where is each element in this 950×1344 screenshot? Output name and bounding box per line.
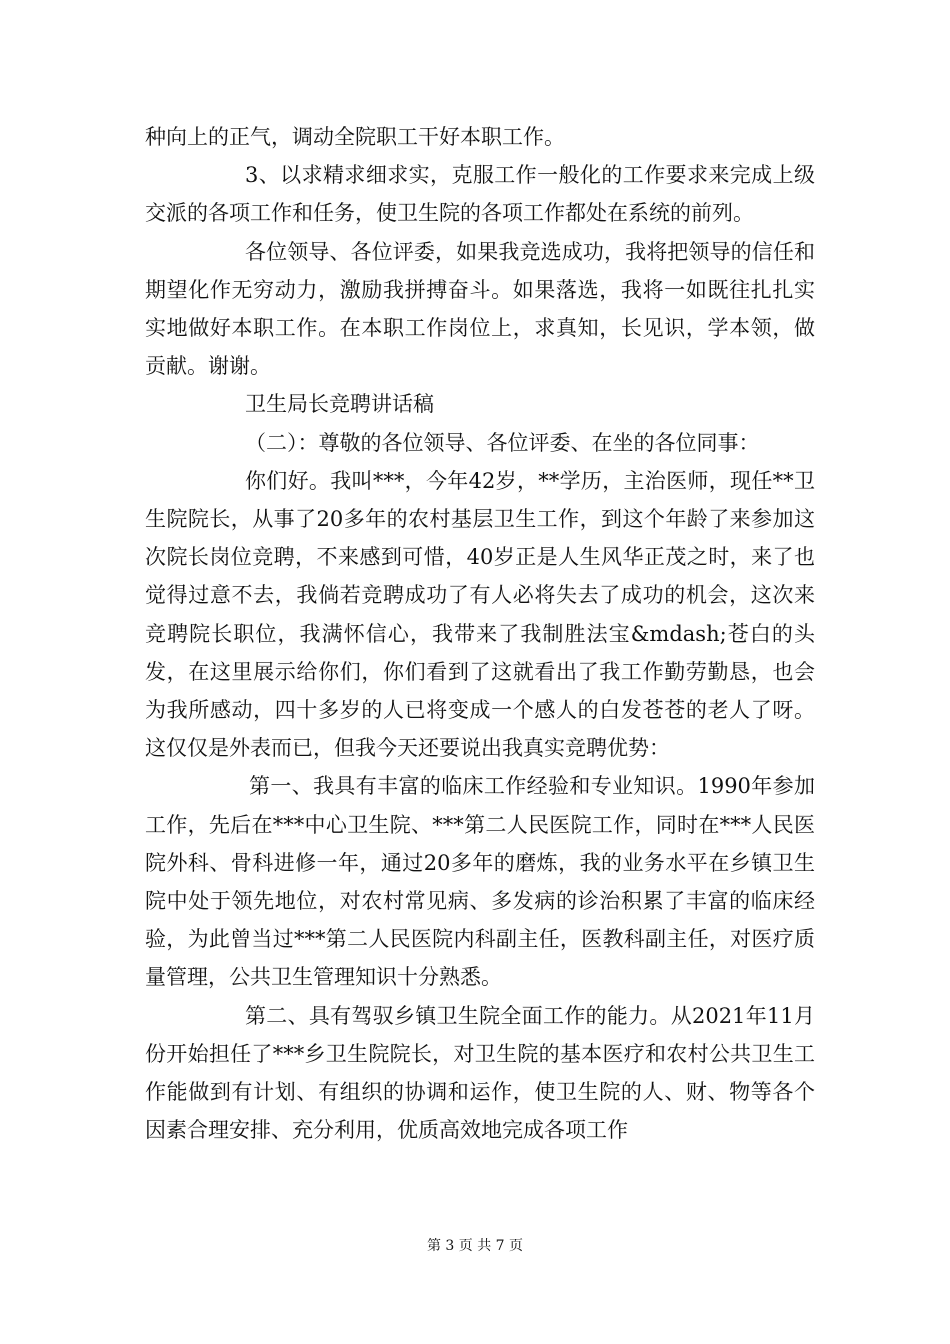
document-body — [145, 118, 815, 1149]
paragraph-salutation: （二）：尊敬的各位领导、各位评委、在坐的各位同事： — [245, 430, 760, 455]
paragraph-point-3: 3、以求精求细求实，克服工作一般化的工作要求来完成上级交派的各项工作和任务，使卫生院的各项工作都处在系统的前列。 — [145, 163, 815, 226]
paragraph-first-advantage: 第一、我具有丰富的临床工作经验和专业知识。1990年参加工作，先后在***中心卫生院、***第二人民医院工作，同时在***人民医院外科、骨科进修一年，通过20多年的磨炼，我的业务水平在乡镇卫生院中处于领先地位，对农村常见病、多发病的诊治积累了丰富的临床经验，为此曾当过***第二人民医院内科副主任，医教科副主任，对医疗质量管理，公共卫生管理知识十分熟悉。 — [145, 774, 815, 990]
paragraph-closing: 各位领导、各位评委，如果我竞选成功，我将把领导的信任和期望化作无穷动力，激励我拼搏奋斗。如果落选，我将一如既往扎扎实实地做好本职工作。在本职工作岗位上，求真知，长见识，学本领，做贡献。谢谢。 — [145, 239, 815, 379]
paragraph-introduction: 你们好。我叫***，今年42岁，**学历，主治医师，现任**卫生院院长，从事了20多年的农村基层卫生工作，到这个年龄了来参加这次院长岗位竞聘，不来感到可惜，40岁正是人生风华正茂之时，来了也觉得过意不去，我倘若竞聘成功了有人必将失去了成功的机会，这次来竞聘院长职位，我满怀信心，我带来了我制胜法宝&mdash;苍白的头发，在这里展示给你们，你们看到了这就看出了我工作勤劳勤恳，也会为我所感动，四十多岁的人已将变成一个感人的白发苍苍的老人了呀。这仅仅是外表而已，但我今天还要说出我真实竞聘优势： — [145, 468, 815, 761]
paragraph-second-advantage: 第二、具有驾驭乡镇卫生院全面工作的能力。从2021年11月份开始担任了***乡卫生院院长，对卫生院的基本医疗和农村公共卫生工作能做到有计划、有组织的协调和运作，使卫生院的人、财、物等各个因素合理安排、充分利用，优质高效地完成各项工作 — [145, 1003, 815, 1143]
paragraph-continuation: 种向上的正气，调动全院职工干好本职工作。 — [145, 125, 565, 149]
page-number: 第 3 页 共 7 页 — [426, 1238, 524, 1254]
section-title: 卫生局长竞聘讲话稿 — [245, 392, 434, 417]
